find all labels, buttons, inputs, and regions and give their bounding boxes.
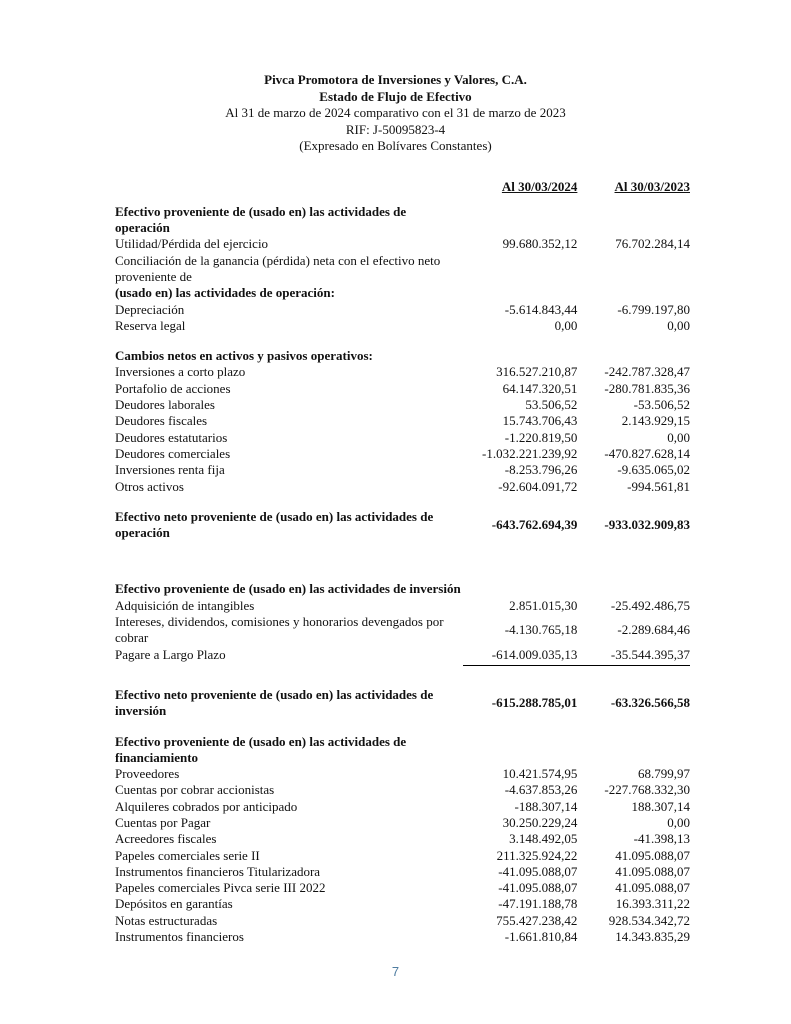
statement-row bbox=[115, 734, 690, 767]
value-2023: 188.307,14 bbox=[631, 798, 690, 814]
row-label: Deudores comerciales bbox=[115, 445, 231, 461]
statement-row bbox=[115, 831, 690, 847]
row-label: Efectivo neto proveniente de (usado en) las actividades de inversión bbox=[115, 686, 434, 719]
statement-row bbox=[115, 799, 690, 815]
row-label: Adquisición de intangibles bbox=[115, 597, 255, 613]
value-2023: -280.781.835,36 bbox=[604, 380, 690, 396]
row-label: Efectivo proveniente de (usado en) las actividades de inversión bbox=[115, 581, 461, 597]
statement-row bbox=[115, 864, 690, 880]
row-label: Deudores laborales bbox=[115, 397, 215, 413]
value-2023: 0,00 bbox=[667, 429, 690, 445]
statement-row bbox=[115, 236, 690, 252]
value-2024: -1.661.810,84 bbox=[504, 929, 578, 945]
value-2024: -1.032.221.239,92 bbox=[482, 445, 578, 461]
statement-row bbox=[115, 647, 690, 669]
value-2023: 0,00 bbox=[667, 815, 690, 830]
row-label: Inversiones renta fija bbox=[115, 462, 225, 478]
row-label: Otros activos bbox=[115, 478, 184, 494]
value-2024: 3.148.492,05 bbox=[509, 831, 578, 847]
statement-row bbox=[115, 413, 690, 429]
value-2023: -933.032.909,83 bbox=[604, 516, 690, 532]
value-2024: -5.614.843,44 bbox=[504, 301, 578, 317]
row-label: Depreciación bbox=[115, 301, 185, 317]
value-2023: 41.095.088,07 bbox=[615, 880, 690, 896]
statement-row bbox=[115, 479, 690, 495]
statement-row bbox=[115, 397, 690, 413]
row-label: Proveedores bbox=[115, 766, 180, 782]
statement-row bbox=[115, 364, 690, 380]
row-label: Deudores estatutarios bbox=[115, 429, 228, 445]
statement-row bbox=[115, 318, 690, 334]
row-label: Intereses, dividendos, comisiones y honorarios devengados por cobrar bbox=[115, 614, 444, 646]
row-label: Cuentas por Pagar bbox=[115, 815, 211, 830]
value-2023: -25.492.486,75 bbox=[610, 597, 690, 613]
company-name: Pivca Promotora de Inversiones y Valores, C.A. bbox=[264, 72, 527, 87]
row-label: Pagare a Largo Plazo bbox=[115, 646, 226, 662]
value-2023: 41.095.088,07 bbox=[615, 863, 690, 879]
statement-row bbox=[115, 598, 690, 614]
value-2024: 64.147.320,51 bbox=[502, 380, 578, 396]
row-label: Papeles comerciales serie II bbox=[115, 847, 260, 863]
statement-row bbox=[115, 430, 690, 446]
value-2023: -9.635.065,02 bbox=[617, 462, 690, 478]
statement-rows bbox=[115, 204, 690, 946]
row-label: Utilidad/Pérdida del ejercicio bbox=[115, 236, 269, 252]
value-2023: 2.143.929,15 bbox=[621, 413, 690, 429]
row-label: Depósitos en garantías bbox=[115, 896, 233, 912]
document-header bbox=[0, 72, 791, 155]
row-label: Conciliación de la ganancia (pérdida) neta con el efectivo neto proveniente de bbox=[115, 252, 441, 284]
statement-row bbox=[115, 253, 690, 286]
value-2024: 15.743.706,43 bbox=[502, 413, 578, 429]
value-2024: -92.604.091,72 bbox=[498, 478, 578, 494]
value-2023: -53.506,52 bbox=[633, 397, 690, 413]
row-label: Efectivo proveniente de (usado en) las actividades de operación bbox=[115, 203, 407, 236]
value-2024: -4.637.853,26 bbox=[504, 782, 578, 798]
statement-row bbox=[115, 204, 690, 237]
value-2023: 14.343.835,29 bbox=[615, 929, 690, 945]
column-header-2023: Al 30/03/2023 bbox=[614, 178, 690, 194]
row-label: Instrumentos financieros bbox=[115, 929, 244, 945]
statement-row bbox=[115, 509, 690, 542]
value-2023: 0,00 bbox=[667, 317, 690, 333]
value-2024: -643.762.694,39 bbox=[491, 516, 578, 532]
value-2024: 30.250.229,24 bbox=[502, 815, 578, 830]
statement-row bbox=[115, 929, 690, 945]
row-label: Alquileres cobrados por anticipado bbox=[115, 798, 298, 814]
statement-row bbox=[115, 880, 690, 896]
statement-row bbox=[115, 446, 690, 462]
value-2024: 316.527.210,87 bbox=[496, 364, 578, 380]
statement-row bbox=[115, 848, 690, 864]
row-label: Deudores fiscales bbox=[115, 413, 208, 429]
row-label: Efectivo proveniente de (usado en) las actividades de financiamiento bbox=[115, 733, 407, 765]
value-2023: -63.326.566,58 bbox=[610, 695, 690, 711]
value-2023: -242.787.328,47 bbox=[604, 364, 690, 380]
statement-row bbox=[115, 896, 690, 912]
value-2023: -227.768.332,30 bbox=[604, 782, 690, 798]
statement-row bbox=[115, 302, 690, 318]
statement-row bbox=[115, 348, 690, 364]
value-2024: 10.421.574,95 bbox=[502, 766, 578, 782]
value-2024: -615.288.785,01 bbox=[491, 695, 578, 711]
value-2024: -614.009.035,13 bbox=[463, 647, 578, 666]
row-label: (usado en) las actividades de operación: bbox=[115, 285, 335, 301]
rif-number: RIF: J-50095823-4 bbox=[345, 121, 446, 137]
row-label: Acreedores fiscales bbox=[115, 831, 217, 847]
statement-table bbox=[115, 179, 690, 946]
column-header-row bbox=[115, 179, 690, 195]
row-label: Notas estructuradas bbox=[115, 912, 218, 928]
value-2023: 68.799,97 bbox=[638, 766, 690, 782]
value-2023: -41.398,13 bbox=[633, 831, 690, 847]
value-2024: -4.130.765,18 bbox=[504, 622, 578, 638]
statement-row bbox=[115, 462, 690, 478]
value-2024: -8.253.796,26 bbox=[504, 462, 578, 478]
statement-row bbox=[115, 614, 690, 647]
statement-row bbox=[115, 782, 690, 798]
statement-row bbox=[115, 913, 690, 929]
row-label: Cambios netos en activos y pasivos operativos: bbox=[115, 348, 373, 364]
row-label: Cuentas por cobrar accionistas bbox=[115, 782, 275, 798]
value-2024: -47.191.188,78 bbox=[498, 896, 578, 912]
value-2023: 16.393.311,22 bbox=[615, 896, 690, 912]
value-2023: -2.289.684,46 bbox=[617, 622, 690, 638]
value-2024: 99.680.352,12 bbox=[502, 236, 578, 252]
value-2023: 76.702.284,14 bbox=[615, 236, 690, 252]
page-number: 7 bbox=[391, 964, 400, 979]
value-2024: -41.095.088,07 bbox=[498, 880, 578, 896]
value-2024: 0,00 bbox=[554, 317, 578, 333]
statement-row bbox=[115, 815, 690, 831]
column-header-2024: Al 30/03/2024 bbox=[501, 178, 578, 194]
row-label: Portafolio de acciones bbox=[115, 380, 231, 396]
value-2024: -188.307,14 bbox=[514, 798, 578, 814]
statement-row bbox=[115, 285, 690, 301]
value-2024: 755.427.238,42 bbox=[496, 912, 578, 928]
value-2024: 2.851.015,30 bbox=[509, 597, 578, 613]
statement-title: Estado de Flujo de Efectivo bbox=[319, 88, 472, 104]
period-subtitle: Al 31 de marzo de 2024 comparativo con el 31 de marzo de 2023 bbox=[225, 105, 566, 120]
row-label: Inversiones a corto plazo bbox=[115, 364, 246, 380]
row-label: Instrumentos financieros Titularizadora bbox=[115, 863, 321, 879]
value-2023: -6.799.197,80 bbox=[617, 301, 690, 317]
value-2024: 211.325.924,22 bbox=[496, 847, 578, 863]
currency-note: (Expresado en Bolívares Constantes) bbox=[299, 138, 492, 153]
value-2024: -41.095.088,07 bbox=[498, 863, 578, 879]
value-2023: 41.095.088,07 bbox=[615, 847, 690, 863]
value-2024: -1.220.819,50 bbox=[504, 429, 578, 445]
value-2023: -994.561,81 bbox=[627, 478, 690, 494]
row-label: Efectivo neto proveniente de (usado en) las actividades de operación bbox=[115, 508, 434, 541]
statement-row bbox=[115, 687, 690, 720]
value-2024: 53.506,52 bbox=[525, 397, 578, 413]
statement-row bbox=[115, 766, 690, 782]
statement-row bbox=[115, 581, 690, 597]
value-2023: -35.544.395,37 bbox=[577, 647, 690, 666]
value-2023: -470.827.628,14 bbox=[604, 445, 690, 461]
value-2023: 928.534.342,72 bbox=[608, 912, 690, 928]
row-label: Papeles comerciales Pivca serie III 2022 bbox=[115, 880, 326, 896]
statement-row bbox=[115, 381, 690, 397]
row-label: Reserva legal bbox=[115, 317, 186, 333]
